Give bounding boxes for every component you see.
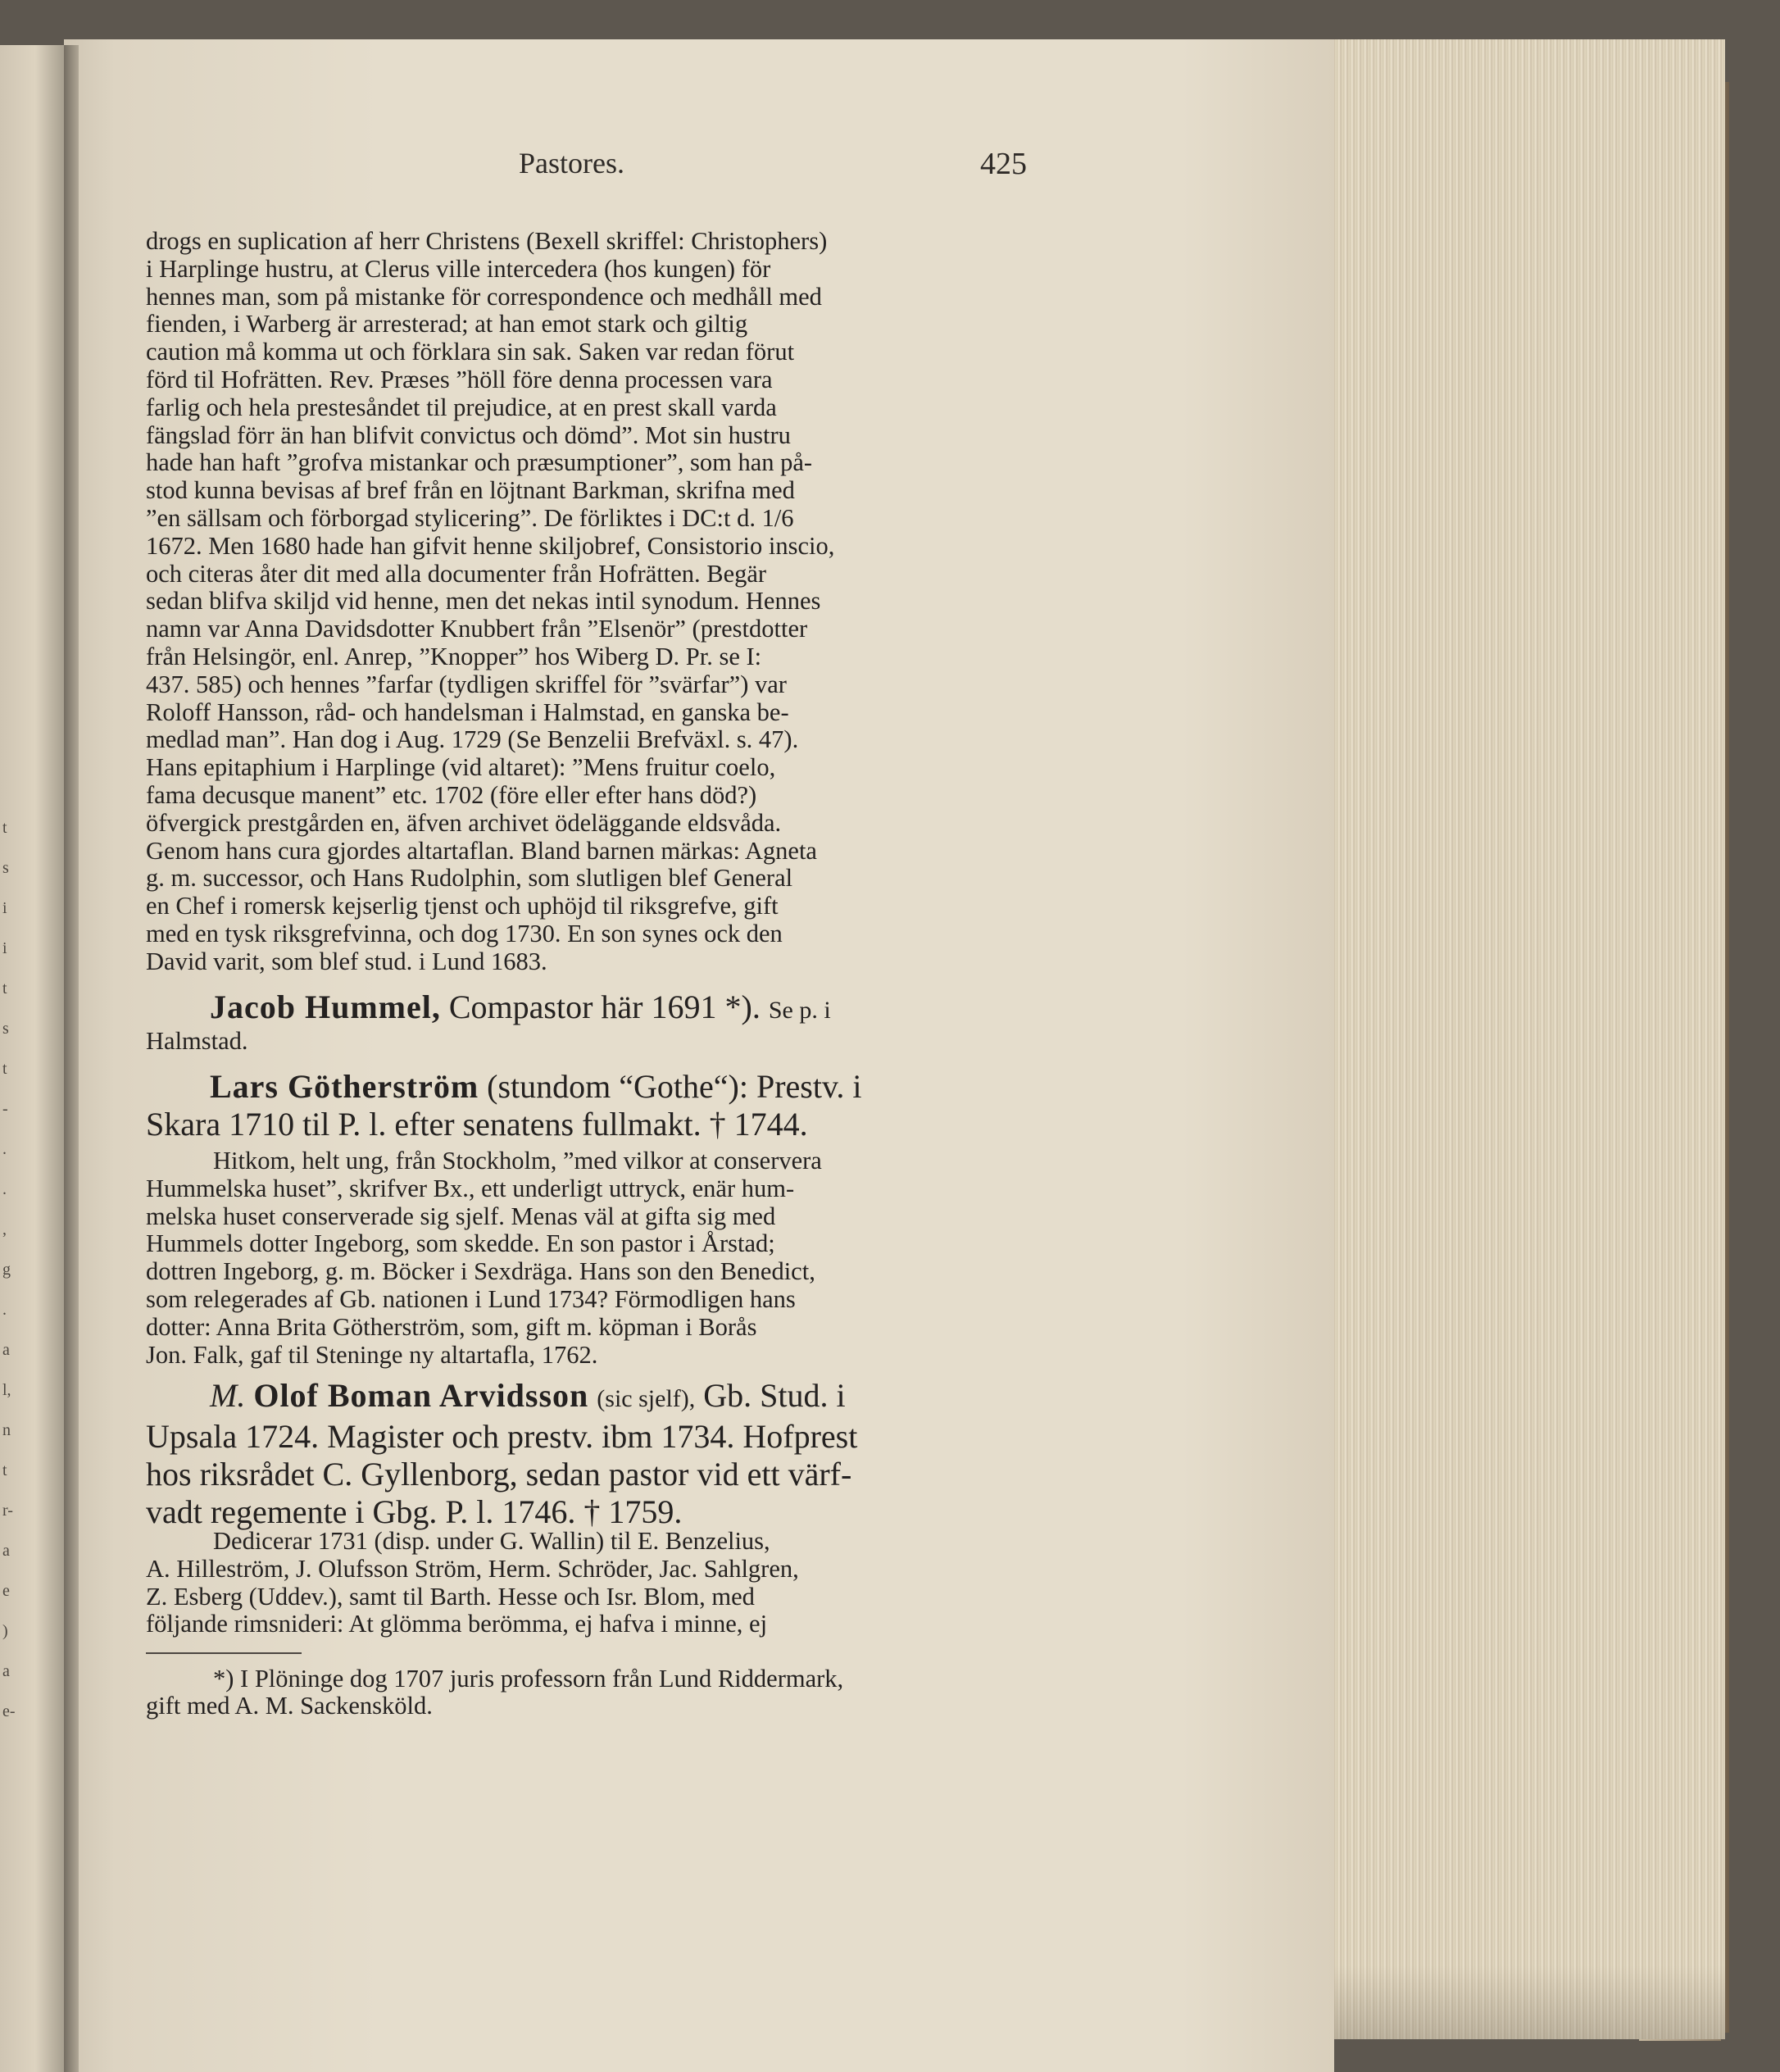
text-line: Hitkom, helt ung, från Stockholm, ”med vilkor at conservera — [213, 1147, 822, 1175]
text-line: Hummelska huset”, skrifver Bx., ett underligt uttryck, enär hum- — [146, 1174, 795, 1202]
footnote-line: *) I Plöninge dog 1707 juris professorn från Lund Riddermark, — [213, 1665, 844, 1693]
entry-text: vadt regemente i Gbg. P. l. 1746. † 1759. — [146, 1493, 683, 1530]
text-line: hennes man, som på mistanke för correspondence och medhåll med — [146, 282, 822, 311]
text-line: fängslad förr än han blifvit convictus och dömd”. Mot sin hustru — [146, 420, 791, 449]
running-head — [146, 146, 1027, 192]
entry-lars-gotherstrom — [146, 1068, 1027, 1143]
entry-text: Skara 1710 til P. l. efter senatens fullmakt. † 1744. — [146, 1106, 808, 1143]
margin-char: t — [2, 819, 7, 837]
entry-note: Se p. i — [768, 997, 831, 1024]
text-line: g. m. successor, och Hans Rudolphin, som slutligen blef General — [146, 864, 793, 893]
text-line: namn var Anna Davidsdotter Knubbert från ”Elsenör” (prestdotter — [146, 615, 808, 643]
margin-char: e — [2, 1582, 10, 1600]
text-line: David varit, som blef stud. i Lund 1683. — [146, 947, 547, 975]
text-line: caution må komma ut och förklara sin sak. Saken var redan förut — [146, 338, 795, 366]
text-line: melska huset conserverade sig sjelf. Menas väl at gifta sig med — [146, 1202, 776, 1230]
entry-olof-boman-body — [146, 1528, 1027, 1638]
text-line: fienden, i Warberg är arresterad; at han emot stark och giltig — [146, 310, 748, 339]
entry-prefix: M. — [210, 1377, 246, 1414]
margin-char: t — [2, 979, 7, 997]
text-line: fama decusque manent” etc. 1702 (före eller efter hans död?) — [146, 780, 757, 809]
entry-text: Gb. Stud. i — [703, 1377, 846, 1414]
entry-olof-boman-arvidsson — [146, 1377, 1027, 1531]
margin-char: l, — [2, 1381, 11, 1399]
margin-char: n — [2, 1421, 11, 1439]
text-line: Hummels dotter Ingeborg, som skedde. En son pastor i Årstad; — [146, 1229, 775, 1258]
text-line: medlad man”. Han dog i Aug. 1729 (Se Benzelii Brefväxl. s. 47). — [146, 725, 799, 754]
text-line: hade han haft ”grofva mistankar och præsumptioner”, som han på- — [146, 448, 813, 477]
text-line: med en tysk riksgrefvinna, och dog 1730. En son synes ock den — [146, 919, 783, 947]
footnote-rule — [146, 1652, 302, 1654]
text-line: 437. 585) och hennes ”farfar (tydligen skriffel för ”svärfar”) var — [146, 670, 787, 698]
footnote-line: gift med A. M. Sackensköld. — [146, 1692, 433, 1720]
margin-char: a — [2, 1542, 10, 1560]
left-page-edge — [0, 45, 64, 2072]
text-line: sedan blifva skiljd vid henne, men det nekas intil synodum. Hennes — [146, 587, 821, 616]
text-line: Jon. Falk, gaf til Steninge ny altartafla, 1762. — [146, 1340, 598, 1369]
text-line: farlig och hela prestesåndet til prejudice, at en prest skall varda — [146, 393, 777, 421]
footnote — [146, 1665, 1027, 1720]
margin-char: . — [2, 1180, 7, 1198]
margin-char: s — [2, 1020, 9, 1038]
text-line: dotter: Anna Brita Götherström, som, gift m. köpman i Borås — [146, 1312, 757, 1341]
margin-char: i — [2, 899, 7, 917]
text-line: en Chef i romersk kejserlig tjenst och uphöjd til riksgrefve, gift — [146, 892, 779, 920]
entry-name: Olof Boman Arvidsson — [253, 1377, 589, 1414]
text-line: ”en sällsam och förborgad stylicering”. De förliktes i DC:t d. 1/6 — [146, 503, 794, 532]
margin-char: ) — [2, 1622, 8, 1640]
margin-char: t — [2, 1461, 7, 1479]
margin-char: r- — [2, 1502, 13, 1520]
entry-lars-gotherstrom-body — [146, 1147, 1027, 1369]
text-line: från Helsingör, enl. Anrep, ”Knopper” hos Wiberg D. Pr. se I: — [146, 642, 762, 670]
text-line: Genom hans cura gjordes altartaflan. Bland barnen märkas: Agneta — [146, 836, 817, 865]
text-line: dottren Ingeborg, g. m. Böcker i Sexdräga. Hans son den Benedict, — [146, 1257, 815, 1286]
text-line: Z. Esberg (Uddev.), samt til Barth. Hesse och Isr. Blom, med — [146, 1582, 755, 1611]
entry-jacob-hummel-cont — [146, 1028, 1027, 1056]
text-line: drogs en suplication af herr Christens (Bexell skriffel: Christophers) — [146, 227, 828, 255]
entry-name: Jacob Hummel, — [210, 988, 441, 1025]
margin-char: - — [2, 1100, 8, 1118]
margin-char: , — [2, 1220, 7, 1238]
paragraph-christens — [146, 228, 1027, 976]
text-line: förd til Hofrätten. Rev. Præses ”höll före denna processen vara — [146, 365, 773, 393]
margin-char: a — [2, 1662, 10, 1680]
text-line: i Harplinge hustru, at Clerus ville intercedera (hos kungen) för — [146, 254, 771, 283]
margin-char: t — [2, 1060, 7, 1078]
text-line: Dedicerar 1731 (disp. under G. Wallin) til E. Benzelius, — [213, 1527, 770, 1555]
page-block-edges — [1311, 39, 1725, 2039]
margin-char: i — [2, 939, 7, 957]
text-line: Hans epitaphium i Harplinge (vid altaret): ”Mens fruitur coelo, — [146, 753, 776, 782]
margin-char: a — [2, 1341, 10, 1359]
margin-char: g — [2, 1261, 11, 1279]
left-page-margin-text — [0, 45, 16, 2072]
entry-note: (sic sjelf), — [597, 1385, 696, 1412]
page-number: 425 — [980, 147, 1027, 181]
entry-text: hos riksrådet C. Gyllenborg, sedan pastor vid ett värf- — [146, 1456, 852, 1493]
text-line: stod kunna bevisas af bref från en löjtnant Barkman, skrifna med — [146, 476, 795, 505]
entry-name: Lars Götherström — [210, 1068, 479, 1105]
margin-char: . — [2, 1140, 7, 1158]
margin-char: . — [2, 1301, 7, 1319]
text-line: Halmstad. — [146, 1027, 248, 1055]
text-line: öfvergick prestgården en, äfven archivet ödeläggande eldsvåda. — [146, 808, 782, 837]
entry-text: Compastor här 1691 *). — [448, 988, 761, 1025]
text-line: A. Hilleström, J. Olufsson Ström, Herm. Schröder, Jac. Sahlgren, — [146, 1554, 799, 1583]
entry-jacob-hummel — [146, 988, 1027, 1029]
text-line: och citeras åter dit med alla documenter från Hofrätten. Begär — [146, 559, 767, 588]
page-title: Pastores. — [519, 147, 624, 179]
text-line: Roloff Hansson, råd- och handelsman i Halmstad, en ganska be- — [146, 697, 789, 726]
margin-char: e- — [2, 1702, 16, 1720]
text-line: som relegerades af Gb. nationen i Lund 1734? Förmodligen hans — [146, 1284, 796, 1313]
entry-text: Upsala 1724. Magister och prestv. ibm 1734. Hofprest — [146, 1418, 858, 1455]
entry-text: (stundom “Gothe“): Prestv. i — [487, 1068, 862, 1105]
text-line: följande rimsnideri: At glömma berömma, ej hafva i minne, ej — [146, 1610, 768, 1638]
margin-char: s — [2, 859, 9, 877]
text-line: 1672. Men 1680 hade han gifvit henne skiljobref, Consistorio inscio, — [146, 531, 835, 560]
